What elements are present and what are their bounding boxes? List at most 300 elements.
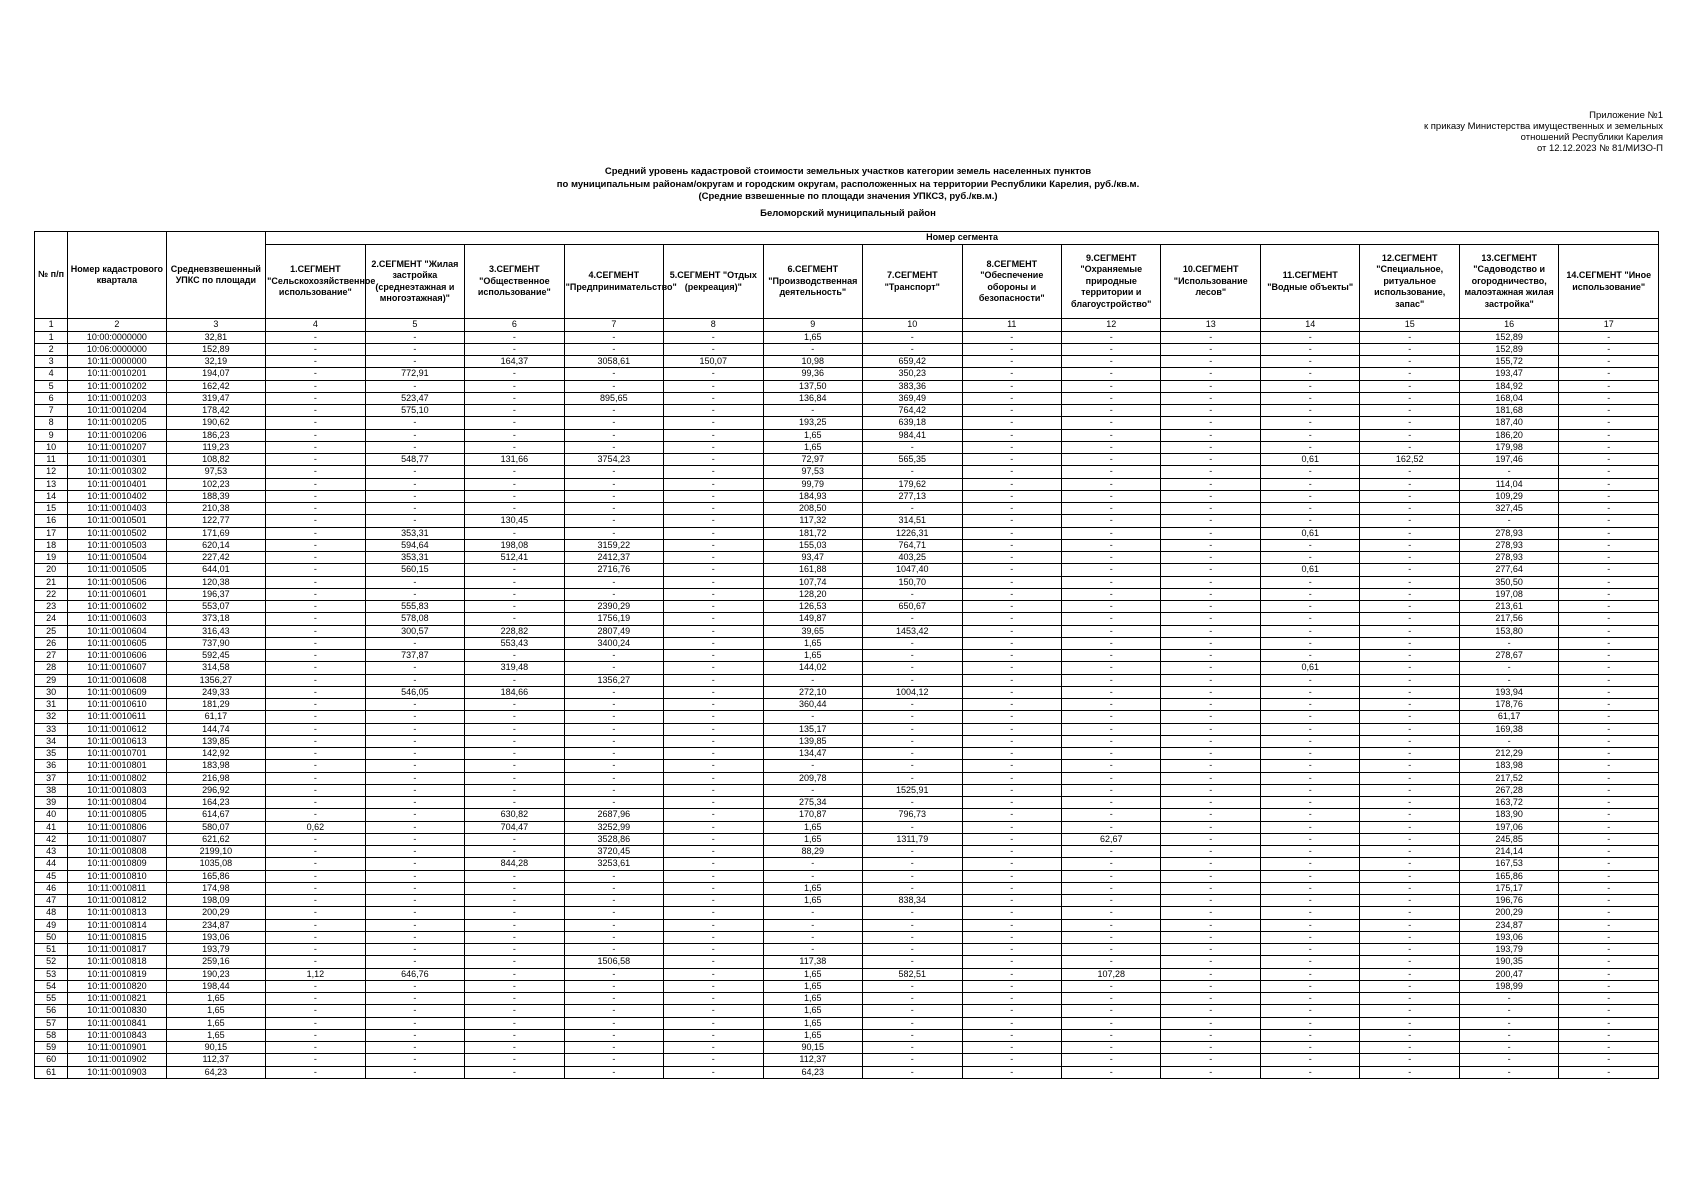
table-cell: 108,82 bbox=[166, 454, 265, 466]
table-cell: - bbox=[1559, 552, 1659, 564]
table-cell: 44 bbox=[35, 858, 68, 870]
table-cell: - bbox=[365, 846, 464, 858]
table-cell: 10:11:0010301 bbox=[68, 454, 166, 466]
annex-line-4: от 12.12.2023 № 81/МИЗО-П bbox=[1536, 143, 1663, 154]
table-cell: - bbox=[863, 882, 962, 894]
table-cell: 644,01 bbox=[166, 564, 265, 576]
table-cell: 168,04 bbox=[1459, 392, 1558, 404]
table-cell: - bbox=[1062, 711, 1161, 723]
table-cell: - bbox=[863, 441, 962, 453]
table-row bbox=[35, 944, 1659, 956]
table-cell: - bbox=[763, 907, 862, 919]
table-cell: 984,41 bbox=[863, 429, 962, 441]
table-cell: - bbox=[863, 870, 962, 882]
column-number-cell: 11 bbox=[962, 319, 1061, 332]
table-cell: 152,89 bbox=[1459, 331, 1558, 343]
table-cell: - bbox=[266, 368, 365, 380]
table-cell: - bbox=[1459, 1042, 1558, 1054]
table-cell: 217,52 bbox=[1459, 772, 1558, 784]
table-cell: - bbox=[962, 686, 1061, 698]
table-cell: - bbox=[962, 576, 1061, 588]
table-cell: 10:11:0010801 bbox=[68, 760, 166, 772]
table-cell: 163,72 bbox=[1459, 797, 1558, 809]
table-cell: - bbox=[1360, 405, 1459, 417]
table-cell: - bbox=[962, 539, 1061, 551]
table-cell: 34 bbox=[35, 735, 68, 747]
table-cell: 193,25 bbox=[763, 417, 862, 429]
table-cell: 37 bbox=[35, 772, 68, 784]
table-cell: - bbox=[465, 833, 564, 845]
table-cell: - bbox=[564, 944, 663, 956]
table-cell: 139,85 bbox=[166, 735, 265, 747]
table-cell: 194,07 bbox=[166, 368, 265, 380]
table-cell: 43 bbox=[35, 846, 68, 858]
table-cell: - bbox=[1062, 539, 1161, 551]
table-cell: 10:11:0010841 bbox=[68, 1017, 166, 1029]
segment-header-cell: 2.СЕГМЕНТ "Жилая застройка (среднеэтажная и многоэтажная)" bbox=[365, 245, 464, 319]
table-cell: - bbox=[863, 748, 962, 760]
table-cell: - bbox=[962, 527, 1061, 539]
table-cell: - bbox=[266, 1066, 365, 1078]
table-cell: - bbox=[266, 1054, 365, 1066]
table-cell: - bbox=[1360, 601, 1459, 613]
table-cell: - bbox=[1559, 1042, 1659, 1054]
table-cell: 10:11:0010902 bbox=[68, 1054, 166, 1066]
table-cell: 10:11:0010505 bbox=[68, 564, 166, 576]
table-cell: 296,92 bbox=[166, 784, 265, 796]
table-cell: - bbox=[962, 919, 1061, 931]
table-cell: - bbox=[266, 515, 365, 527]
table-cell: 1506,58 bbox=[564, 956, 663, 968]
table-cell: - bbox=[365, 931, 464, 943]
table-cell: - bbox=[962, 368, 1061, 380]
table-cell: - bbox=[1559, 748, 1659, 760]
table-cell: - bbox=[465, 650, 564, 662]
table-cell: - bbox=[1161, 931, 1260, 943]
table-cell: - bbox=[1459, 1017, 1558, 1029]
table-cell: - bbox=[1559, 1017, 1659, 1029]
table-cell: 267,28 bbox=[1459, 784, 1558, 796]
table-cell: - bbox=[266, 907, 365, 919]
table-cell: - bbox=[465, 588, 564, 600]
table-row bbox=[35, 711, 1659, 723]
table-cell: 592,45 bbox=[166, 650, 265, 662]
table-cell: - bbox=[465, 711, 564, 723]
table-cell: - bbox=[365, 895, 464, 907]
table-cell: - bbox=[465, 601, 564, 613]
table-cell: - bbox=[962, 735, 1061, 747]
table-cell: - bbox=[664, 809, 763, 821]
table-cell: - bbox=[1161, 331, 1260, 343]
table-cell: - bbox=[1360, 711, 1459, 723]
table-cell: 164,37 bbox=[465, 356, 564, 368]
table-cell: - bbox=[1161, 466, 1260, 478]
table-cell: - bbox=[465, 919, 564, 931]
table-cell: - bbox=[863, 588, 962, 600]
table-cell: 186,23 bbox=[166, 429, 265, 441]
table-cell: - bbox=[664, 613, 763, 625]
segment-group-header: Номер сегмента bbox=[266, 232, 1659, 245]
table-cell: - bbox=[1260, 356, 1359, 368]
table-cell: - bbox=[1062, 956, 1161, 968]
table-cell: 109,29 bbox=[1459, 490, 1558, 502]
table-cell: 1,65 bbox=[763, 993, 862, 1005]
table-cell: - bbox=[962, 637, 1061, 649]
table-cell: - bbox=[1062, 405, 1161, 417]
table-cell: 187,40 bbox=[1459, 417, 1558, 429]
table-cell: 161,88 bbox=[763, 564, 862, 576]
table-cell: 41 bbox=[35, 821, 68, 833]
table-cell: - bbox=[564, 368, 663, 380]
table-cell: - bbox=[266, 1005, 365, 1017]
table-cell: - bbox=[266, 1029, 365, 1041]
table-cell: 117,32 bbox=[763, 515, 862, 527]
table-cell: - bbox=[1459, 993, 1558, 1005]
table-cell: - bbox=[465, 723, 564, 735]
table-cell: - bbox=[365, 748, 464, 760]
table-cell: 1,65 bbox=[763, 331, 862, 343]
table-cell: - bbox=[564, 478, 663, 490]
table-cell: 278,93 bbox=[1459, 527, 1558, 539]
table-cell: - bbox=[1360, 858, 1459, 870]
table-cell: - bbox=[962, 748, 1061, 760]
table-cell: 153,80 bbox=[1459, 625, 1558, 637]
table-cell: - bbox=[1260, 846, 1359, 858]
table-cell: 64,23 bbox=[763, 1066, 862, 1078]
table-cell: 190,35 bbox=[1459, 956, 1558, 968]
table-row bbox=[35, 503, 1659, 515]
table-cell: 3058,61 bbox=[564, 356, 663, 368]
table-cell: 167,53 bbox=[1459, 858, 1558, 870]
table-cell: 149,87 bbox=[763, 613, 862, 625]
table-cell: 216,98 bbox=[166, 772, 265, 784]
table-cell: 72,97 bbox=[763, 454, 862, 466]
table-row bbox=[35, 735, 1659, 747]
table-cell: - bbox=[863, 1054, 962, 1066]
table-cell: - bbox=[962, 650, 1061, 662]
table-cell: - bbox=[962, 478, 1061, 490]
table-cell: 10:11:0010843 bbox=[68, 1029, 166, 1041]
table-cell: 51 bbox=[35, 944, 68, 956]
table-cell: 181,29 bbox=[166, 699, 265, 711]
table-cell: - bbox=[1062, 662, 1161, 674]
table-cell: 54 bbox=[35, 980, 68, 992]
table-cell: - bbox=[1062, 809, 1161, 821]
table-cell: - bbox=[1559, 870, 1659, 882]
annex-line-1: Приложение №1 bbox=[1589, 110, 1663, 121]
table-cell: 112,37 bbox=[166, 1054, 265, 1066]
segment-header-cell: 11.СЕГМЕНТ "Водные объекты" bbox=[1260, 245, 1359, 319]
table-cell: 3400,24 bbox=[564, 637, 663, 649]
table-row bbox=[35, 588, 1659, 600]
table-cell: - bbox=[1360, 625, 1459, 637]
table-cell: - bbox=[1360, 809, 1459, 821]
table-cell: 188,39 bbox=[166, 490, 265, 502]
table-cell: 46 bbox=[35, 882, 68, 894]
table-cell: - bbox=[465, 993, 564, 1005]
table-cell: - bbox=[664, 833, 763, 845]
table-cell: 10:11:0010812 bbox=[68, 895, 166, 907]
table-cell: - bbox=[564, 331, 663, 343]
table-cell: - bbox=[962, 392, 1061, 404]
table-cell: - bbox=[1260, 380, 1359, 392]
column-number-cell: 9 bbox=[763, 319, 862, 332]
table-cell: - bbox=[1559, 931, 1659, 943]
table-cell: - bbox=[1161, 980, 1260, 992]
table-cell: - bbox=[1062, 466, 1161, 478]
table-cell: - bbox=[664, 944, 763, 956]
table-cell: - bbox=[1360, 637, 1459, 649]
table-cell: 1 bbox=[35, 331, 68, 343]
table-cell: - bbox=[1161, 380, 1260, 392]
table-cell: - bbox=[1161, 821, 1260, 833]
table-cell: - bbox=[1260, 478, 1359, 490]
table-cell: 630,82 bbox=[465, 809, 564, 821]
table-cell: - bbox=[1260, 441, 1359, 453]
table-cell: - bbox=[1161, 601, 1260, 613]
table-cell: 10:11:0010201 bbox=[68, 368, 166, 380]
table-cell: 1,65 bbox=[763, 429, 862, 441]
table-cell: - bbox=[962, 662, 1061, 674]
table-cell: 319,47 bbox=[166, 392, 265, 404]
table-cell: - bbox=[1062, 674, 1161, 686]
table-cell: - bbox=[1161, 858, 1260, 870]
table-cell: 171,69 bbox=[166, 527, 265, 539]
table-cell: - bbox=[1062, 441, 1161, 453]
table-row bbox=[35, 821, 1659, 833]
table-cell: 1,65 bbox=[763, 650, 862, 662]
table-cell: 1,65 bbox=[763, 1017, 862, 1029]
table-cell: 1,65 bbox=[763, 1029, 862, 1041]
table-cell: - bbox=[465, 343, 564, 355]
table-cell: - bbox=[1260, 405, 1359, 417]
table-cell: 249,33 bbox=[166, 686, 265, 698]
table-cell: - bbox=[664, 1054, 763, 1066]
table-cell: - bbox=[1161, 748, 1260, 760]
header-row-segments bbox=[35, 245, 1659, 319]
table-cell: - bbox=[1260, 343, 1359, 355]
table-cell: - bbox=[465, 980, 564, 992]
table-cell: 114,04 bbox=[1459, 478, 1558, 490]
table-cell: - bbox=[1260, 723, 1359, 735]
table-cell: - bbox=[962, 1054, 1061, 1066]
table-cell: 10:11:0010601 bbox=[68, 588, 166, 600]
table-cell: - bbox=[1161, 564, 1260, 576]
table-cell: - bbox=[365, 1042, 464, 1054]
table-cell: - bbox=[664, 392, 763, 404]
table-cell: - bbox=[465, 1005, 564, 1017]
table-cell: - bbox=[266, 429, 365, 441]
table-cell: 178,76 bbox=[1459, 699, 1558, 711]
table-cell: 49 bbox=[35, 919, 68, 931]
table-cell: 3159,22 bbox=[564, 539, 663, 551]
table-cell: - bbox=[1062, 564, 1161, 576]
table-cell: - bbox=[1062, 417, 1161, 429]
table-cell: - bbox=[564, 968, 663, 980]
table-cell: - bbox=[1260, 760, 1359, 772]
table-cell: - bbox=[1062, 980, 1161, 992]
table-cell: - bbox=[1062, 846, 1161, 858]
table-cell: - bbox=[365, 380, 464, 392]
table-cell: - bbox=[962, 956, 1061, 968]
table-cell: - bbox=[564, 993, 663, 1005]
table-cell: - bbox=[1559, 515, 1659, 527]
column-number-cell: 2 bbox=[68, 319, 166, 332]
table-row bbox=[35, 748, 1659, 760]
table-cell: - bbox=[1360, 1029, 1459, 1041]
table-cell: 212,29 bbox=[1459, 748, 1558, 760]
table-cell: - bbox=[664, 784, 763, 796]
table-cell: - bbox=[465, 380, 564, 392]
district-name: Беломорский муниципальный район bbox=[760, 207, 936, 219]
table-cell: - bbox=[664, 601, 763, 613]
table-cell: - bbox=[1260, 429, 1359, 441]
table-cell: - bbox=[365, 919, 464, 931]
table-cell: 234,87 bbox=[166, 919, 265, 931]
table-cell: - bbox=[266, 895, 365, 907]
table-cell: 193,06 bbox=[1459, 931, 1558, 943]
table-cell: 61 bbox=[35, 1066, 68, 1078]
table-cell: - bbox=[1360, 331, 1459, 343]
table-cell: - bbox=[365, 944, 464, 956]
table-cell: 2 bbox=[35, 343, 68, 355]
table-cell: - bbox=[465, 1066, 564, 1078]
table-cell: - bbox=[1559, 919, 1659, 931]
table-cell: - bbox=[465, 772, 564, 784]
table-cell: 10:06:0000000 bbox=[68, 343, 166, 355]
table-cell: - bbox=[1260, 784, 1359, 796]
table-cell: - bbox=[365, 784, 464, 796]
table-cell: - bbox=[564, 980, 663, 992]
annex-line-3: отношений Республики Карелия bbox=[1520, 132, 1663, 143]
table-row bbox=[35, 368, 1659, 380]
table-cell: - bbox=[1161, 870, 1260, 882]
table-cell: - bbox=[1360, 392, 1459, 404]
table-cell: - bbox=[664, 625, 763, 637]
title-line-2: по муниципальным районам/округам и городским округам, расположенных на территории Республики Карелия, руб./кв.м. bbox=[556, 178, 1140, 190]
table-cell: - bbox=[1161, 1042, 1260, 1054]
table-cell: - bbox=[863, 821, 962, 833]
table-cell: 3252,99 bbox=[564, 821, 663, 833]
table-cell: 553,43 bbox=[465, 637, 564, 649]
table-cell: - bbox=[1559, 380, 1659, 392]
table-cell: 300,57 bbox=[365, 625, 464, 637]
table-row bbox=[35, 723, 1659, 735]
table-row bbox=[35, 760, 1659, 772]
table-cell: - bbox=[1161, 613, 1260, 625]
table-cell: - bbox=[365, 1005, 464, 1017]
table-cell: - bbox=[564, 1017, 663, 1029]
table-cell: - bbox=[962, 870, 1061, 882]
table-cell: - bbox=[1161, 760, 1260, 772]
table-cell: - bbox=[1559, 833, 1659, 845]
table-cell: - bbox=[1062, 919, 1161, 931]
table-cell: - bbox=[465, 931, 564, 943]
table-cell: 10:11:0010605 bbox=[68, 637, 166, 649]
table-cell: - bbox=[266, 686, 365, 698]
table-cell: 10:11:0010608 bbox=[68, 674, 166, 686]
table-row bbox=[35, 392, 1659, 404]
table-cell: - bbox=[266, 858, 365, 870]
document-title bbox=[0, 166, 1696, 220]
table-cell: - bbox=[1559, 1005, 1659, 1017]
table-row bbox=[35, 882, 1659, 894]
table-cell: 8 bbox=[35, 417, 68, 429]
table-cell: - bbox=[1062, 748, 1161, 760]
table-cell: 3 bbox=[35, 356, 68, 368]
table-cell: 130,45 bbox=[465, 515, 564, 527]
table-cell: - bbox=[1260, 931, 1359, 943]
table-cell: 39 bbox=[35, 797, 68, 809]
table-row bbox=[35, 797, 1659, 809]
table-cell: 32,19 bbox=[166, 356, 265, 368]
table-cell: 117,38 bbox=[763, 956, 862, 968]
table-cell: - bbox=[1360, 368, 1459, 380]
table-cell: 170,87 bbox=[763, 809, 862, 821]
table-cell: 10:11:0010501 bbox=[68, 515, 166, 527]
column-number-cell: 13 bbox=[1161, 319, 1260, 332]
table-cell: - bbox=[1559, 1066, 1659, 1078]
table-cell: 25 bbox=[35, 625, 68, 637]
table-cell: 144,02 bbox=[763, 662, 862, 674]
table-cell: - bbox=[1161, 895, 1260, 907]
table-cell: 196,37 bbox=[166, 588, 265, 600]
table-cell: - bbox=[1260, 870, 1359, 882]
table-cell: - bbox=[962, 931, 1061, 943]
table-cell: 120,38 bbox=[166, 576, 265, 588]
table-cell: - bbox=[863, 735, 962, 747]
table-cell: - bbox=[962, 1017, 1061, 1029]
table-cell: - bbox=[1559, 429, 1659, 441]
table-cell: - bbox=[564, 699, 663, 711]
table-cell: 316,43 bbox=[166, 625, 265, 637]
table-cell: 0,61 bbox=[1260, 564, 1359, 576]
table-cell: - bbox=[365, 1017, 464, 1029]
table-cell: - bbox=[1062, 576, 1161, 588]
table-cell: 59 bbox=[35, 1042, 68, 1054]
table-cell: - bbox=[1260, 625, 1359, 637]
table-cell: - bbox=[1161, 368, 1260, 380]
table-cell: 403,25 bbox=[863, 552, 962, 564]
table-cell: - bbox=[664, 674, 763, 686]
table-cell: 614,67 bbox=[166, 809, 265, 821]
table-cell: - bbox=[465, 956, 564, 968]
table-cell: - bbox=[564, 466, 663, 478]
table-cell: - bbox=[664, 527, 763, 539]
table-cell: - bbox=[664, 343, 763, 355]
table-cell: - bbox=[1260, 919, 1359, 931]
table-cell: - bbox=[1360, 956, 1459, 968]
table-cell: - bbox=[564, 1066, 663, 1078]
table-cell: - bbox=[1260, 1042, 1359, 1054]
table-cell: - bbox=[564, 882, 663, 894]
table-cell: - bbox=[1062, 515, 1161, 527]
table-cell: 209,78 bbox=[763, 772, 862, 784]
table-cell: - bbox=[365, 356, 464, 368]
table-cell: 353,31 bbox=[365, 552, 464, 564]
column-number-cell: 12 bbox=[1062, 319, 1161, 332]
table-cell: - bbox=[1062, 527, 1161, 539]
table-cell: - bbox=[863, 674, 962, 686]
table-cell: - bbox=[1161, 625, 1260, 637]
table-cell: 1,65 bbox=[763, 1005, 862, 1017]
table-cell: - bbox=[1161, 1017, 1260, 1029]
table-cell: 1,65 bbox=[763, 441, 862, 453]
table-cell: - bbox=[1360, 895, 1459, 907]
table-cell: - bbox=[1062, 797, 1161, 809]
table-cell: 217,56 bbox=[1459, 613, 1558, 625]
table-row bbox=[35, 931, 1659, 943]
